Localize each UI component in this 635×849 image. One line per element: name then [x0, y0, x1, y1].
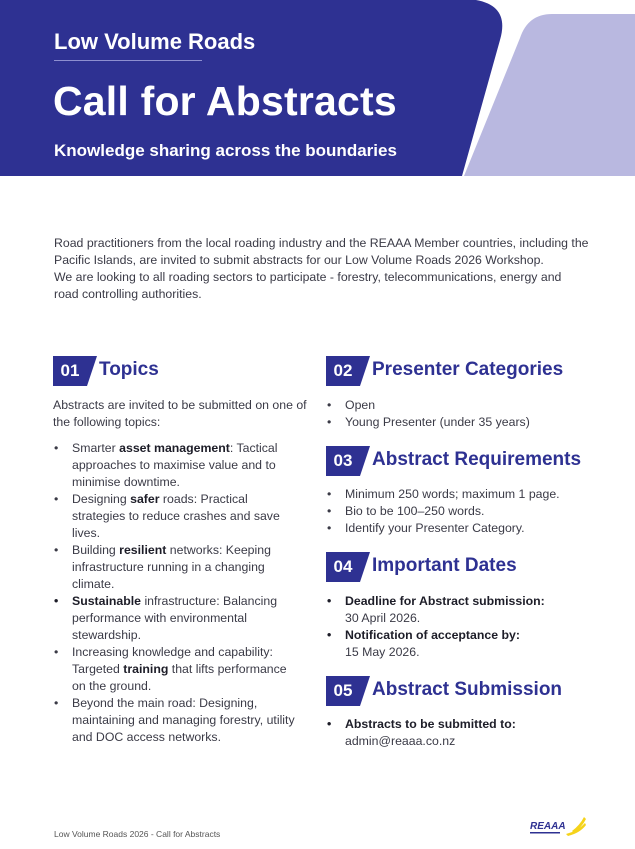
- date-value: 15 May 2026.: [345, 645, 420, 659]
- list-item: [326, 593, 596, 627]
- list-item: • Open: [326, 397, 596, 414]
- submission-list: [326, 716, 596, 750]
- list-item: • Minimum 250 words; maximum 1 page.: [326, 486, 596, 503]
- svg-text:REAAA: REAAA: [530, 821, 566, 832]
- header-divider: [54, 60, 202, 61]
- list-item: • Identify your Presenter Category.: [326, 520, 596, 537]
- date-label: Notification of acceptance by:: [345, 628, 520, 642]
- dates-list: [326, 593, 596, 661]
- section-title: Important Dates: [372, 555, 517, 576]
- list-item: • Sustainable infrastructure: Balancing performance with environmental stewardship.: [53, 593, 303, 644]
- intro-paragraph-1: Road practitioners from the local roading industry and the REAAA Member countries, including the Pacific Islands, are invited to submit abstracts for our Low Volume Roads 2026 Workshop.: [54, 236, 589, 267]
- section-number-badge: [326, 446, 370, 476]
- submission-label: Abstracts to be submitted to:: [345, 717, 516, 731]
- submission-email[interactable]: admin@reaaa.co.nz: [345, 734, 456, 748]
- list-item: [326, 627, 596, 661]
- section-number: 01: [60, 361, 80, 380]
- section-title: Topics: [99, 359, 159, 380]
- list-item: • Building resilient networks: Keeping infrastructure running in a changing climate.: [53, 542, 303, 593]
- section-number-badge: [326, 552, 370, 582]
- header-subtitle: Low Volume Roads: [54, 29, 256, 54]
- footer-text: Low Volume Roads 2026 - Call for Abstracts: [54, 829, 221, 839]
- list-item: • Smarter asset management: Tactical approaches to maximise value and to minimise downtime.: [53, 440, 303, 491]
- intro-paragraph-2: We are looking to all roading sectors to participate - forestry, telecommunications, energy and road controlling authorities.: [54, 270, 562, 301]
- list-item: • Bio to be 100–250 words.: [326, 503, 596, 520]
- reaaa-logo: [528, 815, 588, 837]
- presenter-list: [326, 397, 596, 431]
- section-title: Abstract Submission: [372, 679, 563, 700]
- section-number-badge: [53, 356, 97, 386]
- section-number: 02: [333, 361, 353, 380]
- date-label: Deadline for Abstract submission:: [345, 594, 545, 608]
- section-number: 04: [333, 557, 353, 576]
- list-item: • Designing safer roads: Practical strategies to reduce crashes and save lives.: [53, 491, 303, 542]
- requirements-list: [326, 486, 596, 537]
- list-item: • Increasing knowledge and capability: Targeted training that lifts performance on the ground.: [53, 644, 303, 695]
- section-number-badge: [326, 356, 370, 386]
- topics-list: [53, 440, 303, 746]
- header-tagline: Knowledge sharing across the boundaries: [54, 141, 397, 160]
- section-title: Abstract Requirements: [372, 449, 582, 470]
- intro-text: [54, 235, 589, 303]
- topics-lead: Abstracts are invited to be submitted on one of the following topics:: [53, 398, 307, 429]
- list-item: • Beyond the main road: Designing, maintaining and managing forestry, utility and DOC access networks.: [53, 695, 303, 746]
- list-item: • Young Presenter (under 35 years): [326, 414, 596, 431]
- section-title: Presenter Categories: [372, 359, 564, 380]
- section-number-badge: [326, 676, 370, 706]
- page-title: Call for Abstracts: [53, 78, 397, 124]
- date-value: 30 April 2026.: [345, 611, 421, 625]
- section-number: 05: [333, 681, 353, 700]
- section-number: 03: [333, 451, 353, 470]
- list-item: [326, 716, 596, 750]
